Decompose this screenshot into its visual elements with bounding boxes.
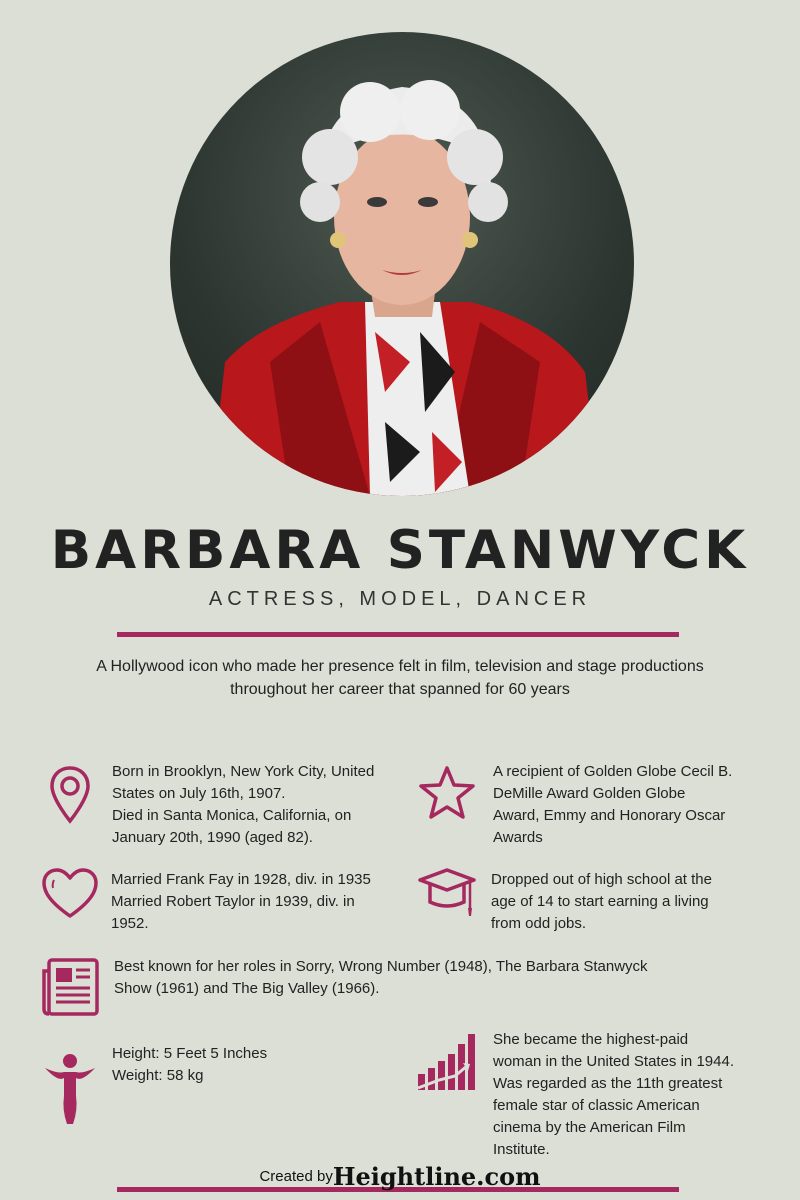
page-title: BARBARA STANWYCK [50,520,750,581]
fact-line: from odd jobs. [491,915,587,932]
roles-fact [114,956,648,1000]
fact-line: Awards [493,829,543,846]
fact-line: Award, Emmy and Honorary Oscar [493,807,726,824]
career-fact [493,1029,734,1161]
fact-line: Best known for her roles in Sorry, Wrong Number (1948), The Barbara Stanwyck [114,958,648,975]
fact-line: Institute. [493,1141,550,1158]
body-fact [112,1043,267,1087]
fact-line: Show (1961) and The Big Valley (1966). [114,980,380,997]
fact-line: 1952. [111,915,149,932]
fact-line: female star of classic American [493,1097,700,1114]
heart-icon [40,866,100,920]
fact-line: Died in Santa Monica, California, on [112,807,352,824]
fact-line: Married Robert Taylor in 1939, div. in [111,893,355,910]
location-pin-icon [48,765,92,825]
intro-text [20,655,780,701]
fact-line: DeMille Award Golden Globe [493,785,686,802]
bar-chart-growth-icon [415,1030,477,1092]
fact-line: woman in the United States in 1944. [493,1053,734,1070]
fact-line: Weight: 58 kg [112,1067,204,1084]
fact-line: Height: 5 Feet 5 Inches [112,1045,268,1062]
portrait-illustration [170,32,634,496]
education-fact [491,869,712,935]
fact-line: States on July 16th, 1907. [112,785,286,802]
awards-fact [493,761,732,849]
fact-line: age of 14 to start earning a living [491,893,709,910]
birth-fact [112,761,374,849]
newspaper-icon [41,957,100,1017]
fact-line: Married Frank Fay in 1928, div. in 1935 [111,871,371,888]
intro-line: throughout her career that spanned for 60 years [230,681,570,698]
top-divider [117,632,679,637]
fact-line: Was regarded as the 11th greatest [493,1075,723,1092]
brand-logo-text[interactable]: Heightline.com [332,1162,541,1191]
graduation-cap-icon [416,866,478,920]
fact-line: Dropped out of high school at the [491,871,712,888]
footer-credit [0,1162,800,1191]
profession-subtitle: ACTRESS, MODEL, DANCER [208,588,592,610]
created-by-label: Created by [259,1168,333,1185]
fact-line: cinema by the American Film [493,1119,686,1136]
star-icon [417,764,477,822]
portrait-photo [170,32,634,496]
fact-line: January 20th, 1990 (aged 82). [112,829,313,846]
marriage-fact [111,869,371,935]
fact-line: A recipient of Golden Globe Cecil B. [493,763,733,780]
fact-line: She became the highest-paid [493,1031,689,1048]
person-figure-icon [42,1052,98,1126]
intro-line: A Hollywood icon who made her presence felt in film, television and stage productions [96,658,704,675]
fact-line: Born in Brooklyn, New York City, United [112,763,375,780]
